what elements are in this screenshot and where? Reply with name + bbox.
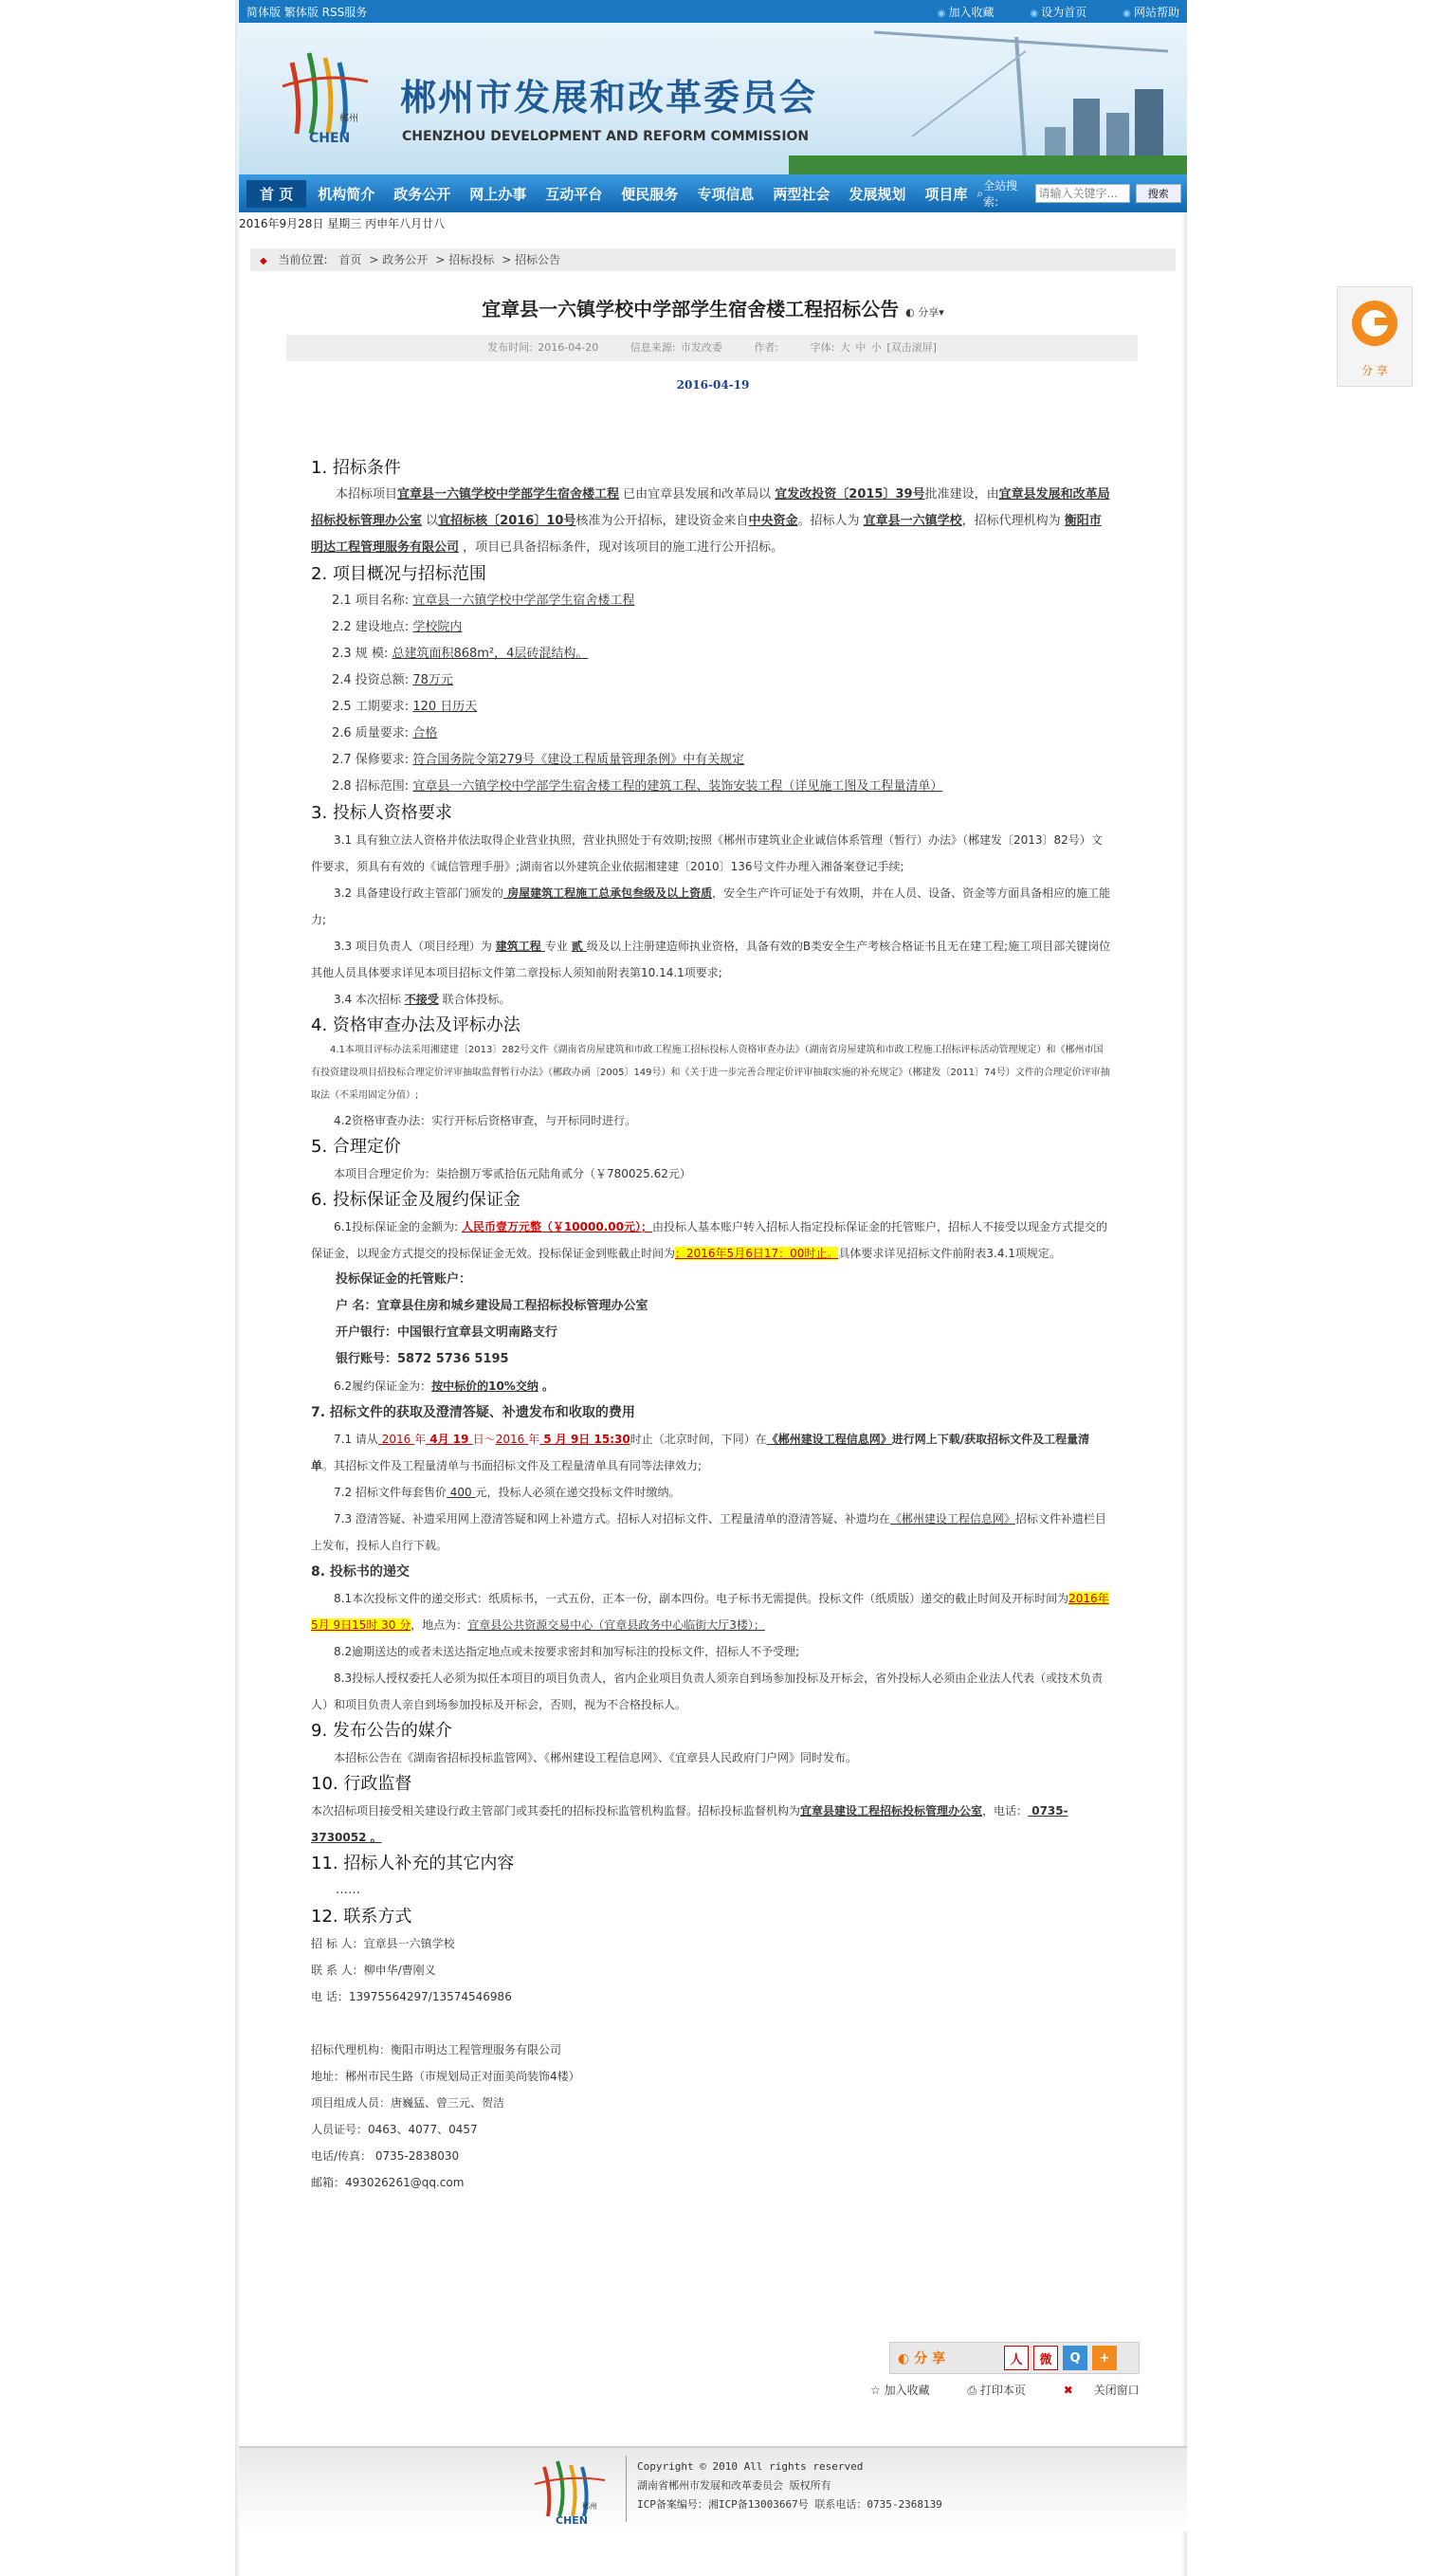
paragraph: 本项目合理定价为：柒拾捌万零贰拾伍元陆角贰分（￥780025.62元） [334,1167,691,1180]
paragraph: 6.1投标保证金的金额为: 人民币壹万元整（￥10000.00元）；由投标人基本账户转入招标人指定投标保证金的托管账户，招标人不接受以现金方式提交的保证金，以现金方式提交的投标保证金无效。投标保证金到账截止时间为：2016年5月6日17：00时止。具体要求详见招标文件前附表3.4.1项规定。 [311,1220,1107,1260]
close-icon: ✖ [1063,2384,1073,2397]
contact-line: 电话/传真： 0735-2838030 [311,2149,460,2163]
breadcrumb-notice[interactable]: 招标公告 [515,253,561,266]
nav-interaction[interactable]: 互动平台 [545,185,603,203]
city-crane-illustration [789,23,1187,174]
list-item: 2.2 建设地点: 学校院内 [332,620,463,634]
contact-line: 人员证号：0463、4077、0457 [311,2123,478,2136]
contact-line: 电 话：13975564297/13574546986 [311,1990,512,2003]
nav-online-services[interactable]: 网上办事 [469,185,527,203]
site-subtitle: CHENZHOU DEVELOPMENT AND REFORM COMMISSION [402,129,810,144]
paragraph: 3.4 本次招标 不接受 联合体投标。 [334,993,511,1006]
contact-line: 地址：郴州市民生路（市规划局正对面美尚装饰4楼） [311,2070,580,2083]
paragraph: 本招标项目宜章县一六镇学校中学部学生宿舍楼工程 已由宜章县发展和改革局以 宜发改投资〔2015〕39号批准建设，由宜章县发展和改革局招标投标管理办公室 以宜招标核〔2016〕10号核准为公开招标，建设资金来自中央资金。招标人为 宜章县一六镇学校，招标代理机构为 衡阳市明达工程管理服务有限公司 ，项目已具备招标条件，现对该项目的施工进行公开招标。 [311,487,1110,555]
font-size-controls[interactable]: 字体: 大 中 小 [双击滚屏] [810,341,937,354]
add-favorite-link[interactable]: ◉ 加入收藏 [938,6,995,19]
breadcrumb: ◆ 当前位置: 首页 > 政务公开 > 招标投标 > 招标公告 [250,248,1176,271]
contact-line: 招标代理机构：衡阳市明达工程管理服务有限公司 [311,2043,562,2056]
paragraph: 本招标公告在《湖南省招标投标监管网》、《郴州建设工程信息网》、《宜章县人民政府门户网》同时发布。 [334,1751,858,1764]
paragraph: 3.1 具有独立法人资格并依法取得企业营业执照，营业执照处于有效期;按照《郴州市建筑业企业诚信体系管理（暂行）办法》（郴建发〔2013〕82号）文件要求，须具有有效的《诚信管理手册》;湖南省以外建筑企业依据湘建建〔2010〕136号文件办理入湘备案登记手续; [311,833,1103,873]
meta-time: 发布时间: 2016-04-20 [487,341,599,354]
contact-line: 招 标 人：宜章县一六镇学校 [311,1937,455,1950]
paragraph: 8.1本次投标文件的递交形式：纸质标书，一式五份，正本一份，副本四份。电子标书无需提供。投标文件（纸质版）递交的截止时间及开标时间为2016年 5月 9日15时 30 分，地点为：宜章县公共资源交易中心（宜章县政务中心临街大厅3楼）； [311,1592,1109,1632]
renren-icon[interactable]: 人 [1004,2346,1029,2370]
paragraph: 7.1 请从 2016 年 4月 19 日～2016 年 5 月 9日 15:30时止（北京时间，下同）在《郴州建设工程信息网》进行网上下载/获取招标文件及工程量清单。其招标文件及工程量清单与书面招标文件及工程量清单具有同等法律效力; [311,1433,1090,1472]
share-dropdown[interactable]: ◐ 分享▾ [905,306,944,319]
floating-share-label: 分 享 [1361,364,1388,377]
paragraph: 8.3投标人授权委托人必须为拟任本项目的项目负责人，省内企业项目负责人须亲自到场参加投标及开标会，省外投标人必须由企业法人代表（或技术负责人）和项目负责人亲自到场参加投标及开标会，否则，视为不合格投标人。 [311,1672,1104,1711]
footer-owner: 湖南省郴州市发展和改革委员会 版权所有 [637,2479,831,2492]
paragraph: 3.3 项目负责人（项目经理）为 建筑工程 专业 贰 级及以上注册建造师执业资格，具备有效的B类安全生产考核合格证书且无在建工程;施工项目部关键岗位其他人员具体要求详见本项目招标文件第二章投标人须知前附表第10.14.1项要求; [311,940,1111,979]
footer-icp: ICP备案编号：湘ICP备13003667号 联系电话：0735-2368139 [637,2498,942,2511]
list-item: 2.7 保修要求: 符合国务院令第279号《建设工程质量管理条例》中有关规定 [332,753,745,767]
account-bank: 开户银行：中国银行宜章县文明南路支行 [336,1325,558,1340]
nav-two-type-society[interactable]: 两型社会 [773,185,831,203]
page-actions [870,2382,1174,2398]
paragraph: …… [336,1883,360,1897]
section-heading: 5. 合理定价 [311,1137,401,1157]
nav-home[interactable]: 首 页 [246,180,306,208]
share-bar-label: ◐ 分 享 [898,2351,945,2366]
weibo-icon[interactable]: 微 [1033,2346,1058,2370]
nav-gov-affairs[interactable]: 政务公开 [393,185,451,203]
site-title: 郴州市发展和改革委员会 [400,76,818,119]
contact-line: 项目组成人员：唐巍猛、曾三元、贺洁 [311,2096,505,2110]
nav-about[interactable]: 机构简介 [318,185,375,203]
top-utility-bar [239,0,1187,23]
paragraph: 3.2 具备建设行政主管部门颁发的 房屋建筑工程施工总承包叁级及以上资质，安全生产许可证处于有效期，并在人员、设备、资金等方面具备相应的施工能力; [311,886,1111,926]
version-links[interactable]: 简体版 繁体版 RSS服务 [246,5,368,19]
article-title: 宜章县一六镇学校中学部学生宿舍楼工程招标公告 [482,298,900,320]
footer-copyright: Copyright © 2010 All rights reserved [637,2460,864,2473]
svg-text:郴州: 郴州 [582,2502,597,2511]
floating-share-widget[interactable] [1337,286,1413,387]
section-heading: 8. 投标书的递交 [311,1564,410,1580]
paragraph: 8.2逾期送达的或者未送达指定地点或未按要求密封和加写标注的投标文件，招标人不予受理; [334,1645,800,1658]
nav-public-services[interactable]: 便民服务 [621,185,679,203]
paragraph: 4.1本项目评标办法采用湘建建〔2013〕282号文件《湖南省房屋建筑和市政工程施工招标投标人资格审查办法》（湖南省房屋建筑和市政工程施工招标评标活动管理规定）和《郴州市国有投资建设项目招投标合理定价评审抽取监督暂行办法》（郴政办函〔2005〕149号）和《关于进一步完善合理定价评审抽取实施的补充规定》（郴建发〔2011〕74号）文件的合理定价评审抽取法（不采用固定分值）; [311,1045,1110,1101]
section-heading: 9. 发布公告的媒介 [311,1721,452,1741]
paragraph: 4.2资格审查办法：实行开标后资格审查，与开标同时进行。 [334,1114,637,1127]
main-nav [239,174,1187,212]
account-title: 投标保证金的托管账户： [336,1272,472,1287]
list-item: 2.1 项目名称: 宜章县一六镇学校中学部学生宿舍楼工程 [332,594,635,608]
breadcrumb-bidding[interactable]: 招标投标 [448,253,495,266]
current-date: 2016年9月28日 星期三 丙申年八月廿八 [239,217,446,230]
svg-text:郴州: 郴州 [339,114,358,124]
section-heading: 10. 行政监督 [311,1774,412,1794]
search-icon: ⌕ [977,186,984,200]
section-heading: 7. 招标文件的获取及澄清答疑、补遗发布和收取的费用 [311,1405,635,1420]
footer-logo [527,2454,612,2526]
search-label: 全站搜索: [983,179,1018,209]
close-window-action[interactable]: ✖ 关闭窗口 [1063,2384,1140,2397]
list-item: 2.5 工期要求: 120 日历天 [332,700,478,714]
section-heading: 12. 联系方式 [311,1907,412,1927]
more-share-icon[interactable]: + [1092,2346,1117,2370]
breadcrumb-icon: ◆ [260,256,267,266]
site-help-link[interactable]: ◉ 网站帮助 [1123,6,1179,19]
svg-text:CHEN: CHEN [556,2514,588,2526]
list-item: 2.8 招标范围: 宜章县一六镇学校中学部学生宿舍楼工程的建筑工程、装饰安装工程（详见施工图及工程量清单） [332,779,943,794]
section-heading: 6. 投标保证金及履约保证金 [311,1190,520,1210]
list-item: 2.6 质量要求: 合格 [332,726,438,740]
account-number: 银行账号：5872 5736 5195 [336,1352,509,1366]
share-bar [889,2342,1140,2374]
paragraph: 6.2履约保证金为：按中标价的10%交纳 。 [334,1379,555,1393]
meta-source: 信息来源: 市发改委 [630,341,722,354]
section-heading: 3. 投标人资格要求 [311,803,452,823]
section-heading: 1. 招标条件 [311,458,401,478]
list-item: 2.4 投资总额: 78万元 [332,673,453,687]
section-heading: 4. 资格审查办法及评标办法 [311,1015,520,1035]
set-homepage-link[interactable]: ◉ 设为首页 [1030,6,1086,19]
paragraph: 7.3 澄清答疑、补遗采用网上澄清答疑和网上补遗方式。招标人对招标文件、工程量清单的澄清答疑、补遗均在《郴州建设工程信息网》招标文件补遗栏目上发布，投标人自行下载。 [311,1512,1106,1552]
account-name: 户 名：宜章县住房和城乡建设局工程招标投标管理办公室 [336,1299,648,1313]
publish-date: 2016-04-19 [676,378,750,392]
search-button[interactable]: 搜索 [1136,184,1181,203]
nav-special-info[interactable]: 专项信息 [697,185,755,203]
nav-project-library[interactable]: 项目库 [924,185,968,203]
list-item: 2.3 规 模: 总建筑面积868m²，4层砖混结构。 [332,647,589,661]
search-input[interactable] [1035,184,1130,203]
contact-line: 邮箱：493026261@qq.com [311,2176,465,2189]
section-heading: 2. 项目概况与招标范围 [311,564,486,584]
section-heading: 11. 招标人补充的其它内容 [311,1854,515,1873]
nav-development-planning[interactable]: 发展规划 [849,185,906,203]
svg-text:CHEN: CHEN [309,131,351,146]
add-favorite-action[interactable]: ☆ 加入收藏 [870,2384,930,2397]
print-page-action[interactable]: ⎙ 打印本页 [967,2384,1026,2397]
share-logo-icon [1346,293,1403,359]
contact-line: 联 系 人：柳申华/曹刚义 [311,1964,436,1977]
paragraph: 本次招标项目接受相关建设行政主管部门或其委托的招标投标监管机构监督。招标投标监督机构为宜章县建设工程招标投标管理办公室，电话： 0735-3730052 。 [311,1804,1068,1844]
qzone-icon[interactable]: Q [1063,2346,1087,2370]
site-search [977,177,1187,210]
site-banner [239,23,1187,174]
breadcrumb-gov-affairs[interactable]: 政务公开 [382,253,429,266]
site-footer [239,2446,1187,2531]
breadcrumb-home[interactable]: 首页 [338,253,362,266]
paragraph: 7.2 招标文件每套售价 400 元，投标人必须在递交投标文件时缴纳。 [334,1486,681,1499]
article-body [311,455,1112,2196]
breadcrumb-label: 当前位置: [278,253,328,266]
site-logo[interactable] [273,44,377,148]
meta-author: 作者: [754,341,779,354]
article-meta [286,335,1138,361]
